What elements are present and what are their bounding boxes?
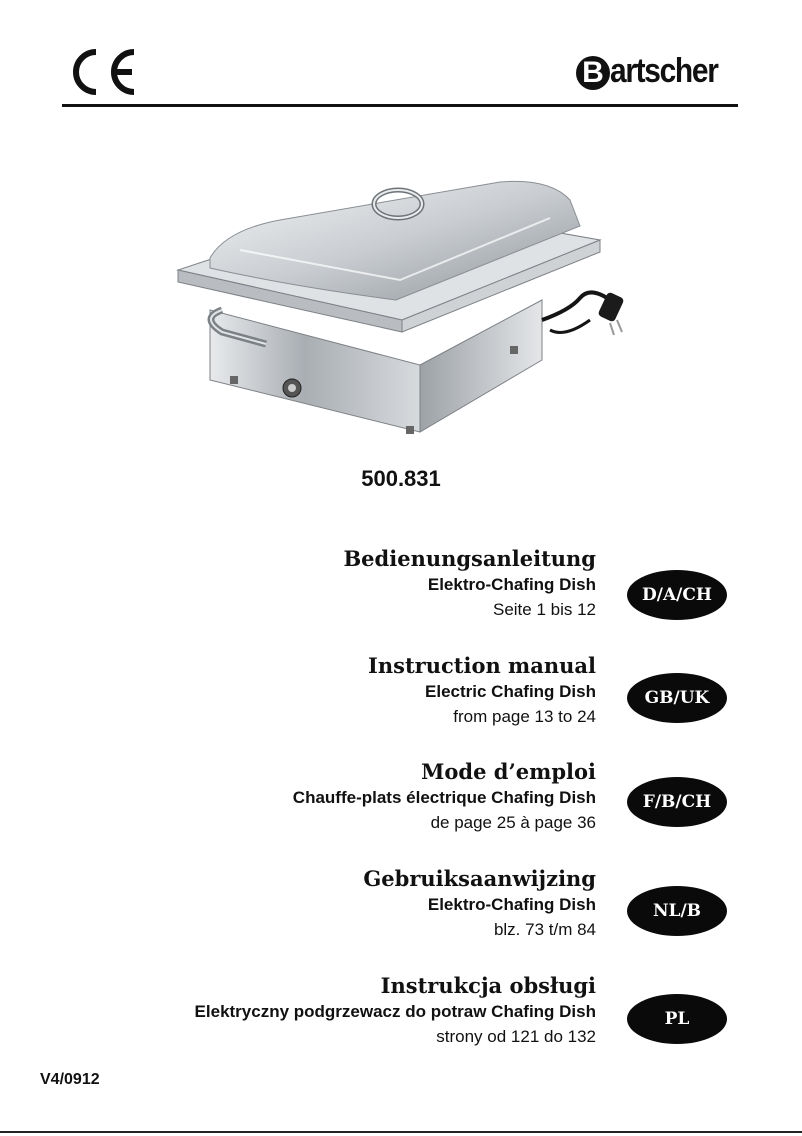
version-label: V4/0912 bbox=[40, 1071, 100, 1088]
section-pl bbox=[36, 973, 596, 1049]
bartscher-logo bbox=[576, 50, 736, 100]
language-badge-nl: NL/B bbox=[627, 886, 727, 936]
section-title: Bedienungsanleitung bbox=[343, 546, 596, 571]
section-title: Instrukcja obsługi bbox=[380, 973, 596, 998]
section-pages: de page 25 à page 36 bbox=[430, 813, 596, 832]
logo-initial: B bbox=[576, 56, 610, 90]
section-title: Instruction manual bbox=[368, 653, 596, 678]
language-badge-fr: F/B/CH bbox=[627, 777, 727, 827]
footer-rule bbox=[0, 1131, 802, 1133]
header-rule bbox=[62, 104, 738, 107]
section-subtitle: Elektryczny podgrzewacz do potraw Chafing Dish bbox=[194, 1002, 596, 1021]
ce-mark-icon bbox=[62, 44, 142, 100]
section-fr bbox=[36, 759, 596, 835]
section-subtitle: Electric Chafing Dish bbox=[425, 682, 596, 701]
chafing-dish-image bbox=[170, 160, 640, 440]
section-pages: Seite 1 bis 12 bbox=[492, 600, 596, 619]
logo-text: artscher bbox=[610, 52, 718, 90]
language-badge-pl: PL bbox=[627, 994, 727, 1044]
section-title: Gebruiksaanwijzing bbox=[363, 866, 596, 891]
section-pages: blz. 73 t/m 84 bbox=[493, 920, 596, 939]
section-gb bbox=[36, 653, 596, 729]
section-pages: strony od 121 do 132 bbox=[436, 1027, 596, 1046]
language-badge-gb: GB/UK bbox=[627, 673, 727, 723]
section-subtitle: Elektro-Chafing Dish bbox=[427, 575, 596, 594]
section-pages: from page 13 to 24 bbox=[453, 707, 596, 726]
section-subtitle: Chauffe-plats électrique Chafing Dish bbox=[292, 788, 596, 807]
section-title: Mode d’emploi bbox=[421, 759, 596, 784]
section-de bbox=[36, 546, 596, 622]
section-nl bbox=[36, 866, 596, 942]
section-subtitle: Elektro-Chafing Dish bbox=[427, 895, 596, 914]
language-badge-de: D/A/CH bbox=[627, 570, 727, 620]
model-number: 500.831 bbox=[361, 466, 441, 491]
